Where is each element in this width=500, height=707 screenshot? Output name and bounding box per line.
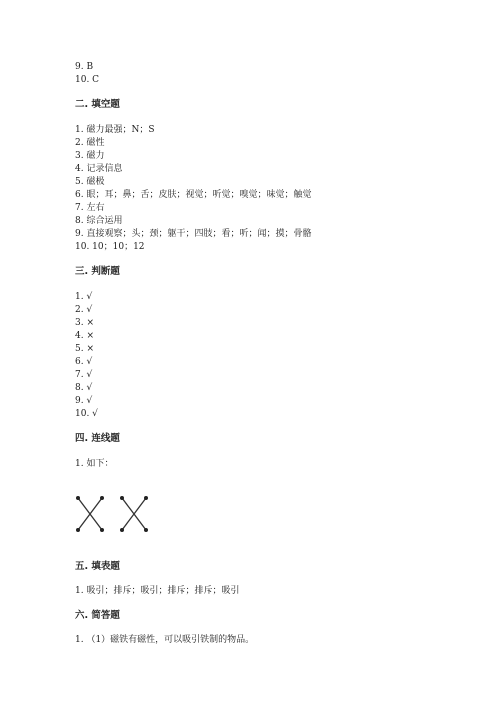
choice-answers-tail: [75, 61, 99, 87]
judge-answer: 1. √: [75, 292, 93, 302]
connector-dot: [100, 528, 104, 532]
connector-dots: [76, 496, 148, 532]
matching-heading: 四. 连线题: [75, 433, 120, 444]
judge-answer: 7. √: [75, 370, 93, 380]
fill-answer: 6. 眼；耳；鼻；舌；皮肤；视觉；听觉；嗅觉；味觉；触觉: [75, 190, 312, 200]
fill-answer: 2. 磁性: [75, 138, 105, 148]
judge-answer: 10. √: [75, 409, 98, 419]
judge-answers: [75, 291, 98, 421]
connector-dot: [76, 528, 80, 532]
judge-answer: 3. ×: [75, 318, 94, 328]
fill-blank-answers: [75, 124, 311, 254]
judge-answer: 6. √: [75, 357, 93, 367]
judge-answer: 5. ×: [75, 344, 94, 354]
short-answer-heading: 六. 简答题: [75, 610, 120, 621]
connector-dot: [120, 496, 124, 500]
fill-answer: 7. 左右: [75, 203, 105, 213]
fill-answer: 5. 磁极: [75, 177, 105, 187]
cross-left: [78, 498, 102, 530]
fill-answer: 9. 直接观察；头；颈；躯干；四肢；看；听；闻；摸；骨骼: [75, 229, 312, 239]
judge-answer: 4. ×: [75, 331, 94, 341]
table-fill-heading: 五. 填表题: [75, 561, 120, 572]
short-answer-text: 1. （1）磁铁有磁性，可以吸引铁制的物品。: [75, 635, 255, 645]
judge-answer: 2. √: [75, 305, 93, 315]
judge-answer: 9. √: [75, 396, 93, 406]
fill-blank-heading: 二. 填空题: [75, 99, 120, 110]
fill-answer: 10. 10；10；12: [75, 242, 145, 252]
connector-dot: [144, 528, 148, 532]
matching-answer: 1. 如下：: [75, 459, 114, 469]
connector-dot: [120, 528, 124, 532]
fill-answer: 8. 综合运用: [75, 216, 123, 226]
judge-heading: 三. 判断题: [75, 266, 120, 277]
judge-answer: 8. √: [75, 383, 93, 393]
cross-right: [122, 498, 146, 530]
fill-answer: 1. 磁力最强；N；S: [75, 125, 155, 135]
connector-dot: [100, 496, 104, 500]
connector-dot: [144, 496, 148, 500]
connector-dot: [76, 496, 80, 500]
fill-answer: 3. 磁力: [75, 151, 105, 161]
fill-answer: 4. 记录信息: [75, 164, 123, 174]
table-fill-answer: 1. 吸引；排斥；吸引；排斥；排斥；吸引: [75, 586, 240, 596]
choice-answer-9: 9. B: [75, 62, 94, 72]
matching-diagram: [72, 490, 162, 540]
choice-answer-10: 10. C: [75, 75, 100, 85]
